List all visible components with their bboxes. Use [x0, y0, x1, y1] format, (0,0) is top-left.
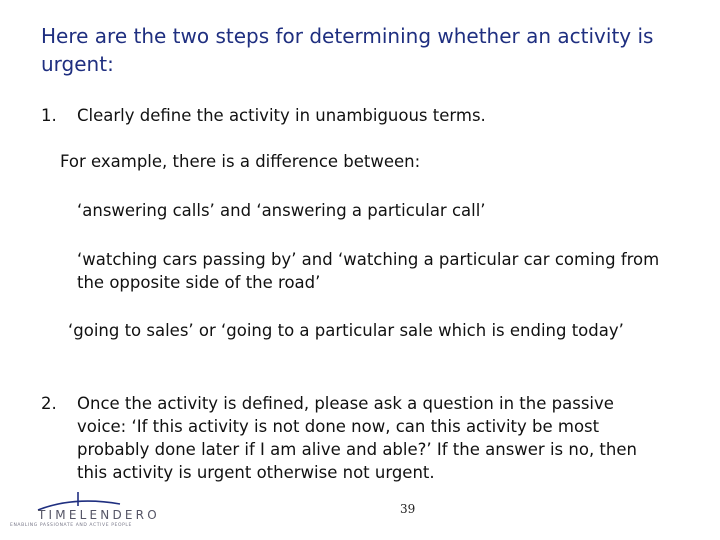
example-1: ‘answering calls’ and ‘answering a particular call’ — [77, 201, 486, 220]
logo-name: TIMELENDERO — [38, 508, 160, 522]
step-1-number: 1. — [41, 106, 57, 125]
step-1-text: Clearly define the activity in unambiguous terms. — [77, 106, 486, 125]
logo-tagline: ENABLING PASSIONATE AND ACTIVE PEOPLE — [10, 523, 132, 528]
company-logo — [8, 488, 168, 534]
examples-intro: For example, there is a difference between: — [60, 152, 421, 171]
page-number: 39 — [400, 502, 416, 516]
example-3: ‘going to sales’ or ‘going to a particular sale which is ending today’ — [68, 321, 624, 340]
step-2-number: 2. — [41, 394, 57, 413]
slide-title: Here are the two steps for determining whether an activity is urgent: — [41, 24, 654, 76]
step-2-text: Once the activity is defined, please ask a question in the passive voice: ‘If this activity is not done now, can this activity be most probably done later if I am alive and able?’ If the answer is no, then this activity is urgent otherwise not urgent. — [77, 394, 637, 482]
example-2: ‘watching cars passing by’ and ‘watching a particular car coming from the opposite side of the road’ — [77, 250, 660, 292]
